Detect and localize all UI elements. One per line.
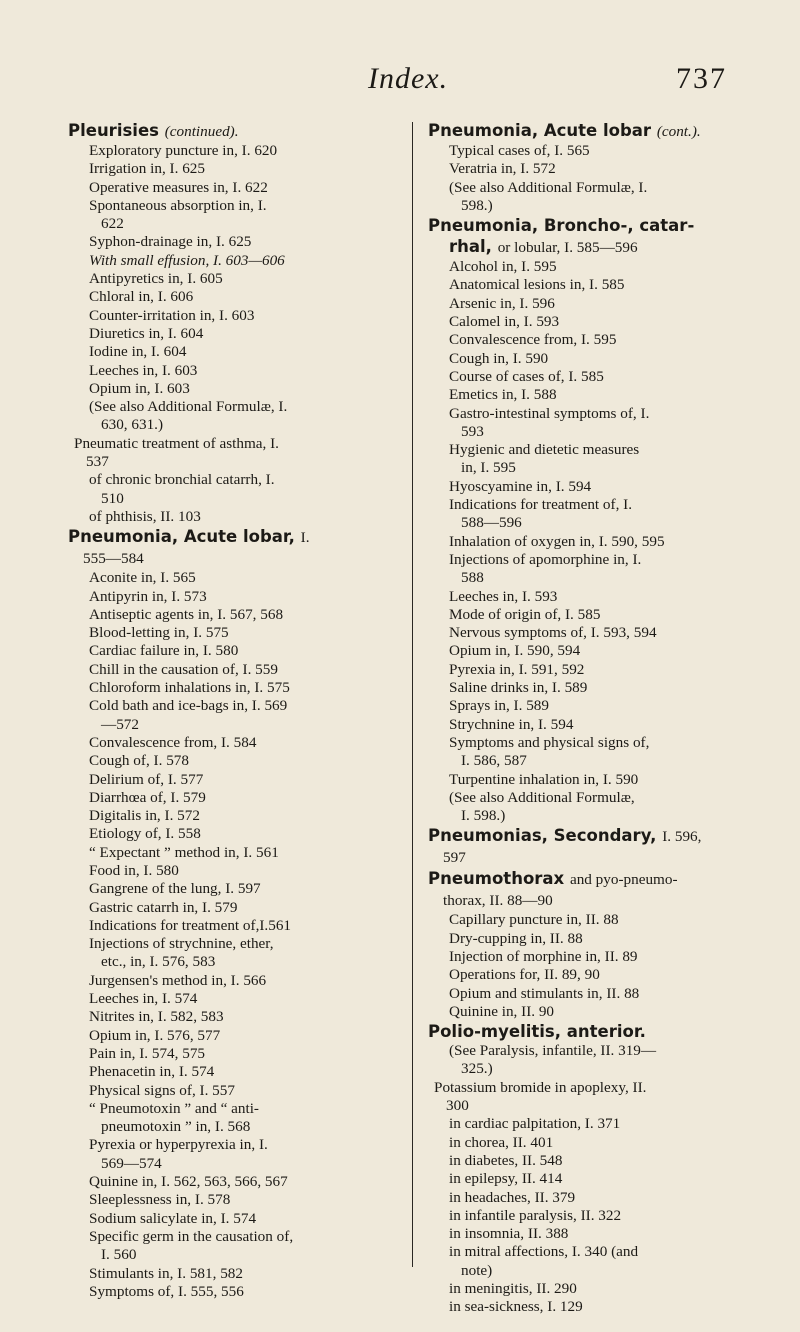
index-column-left bbox=[68, 120, 398, 1301]
index-subentry bbox=[68, 679, 398, 697]
index-subentry bbox=[68, 197, 398, 234]
subentry-text: Syphon-drainage in, I. 625 bbox=[89, 233, 252, 251]
index-subentry bbox=[428, 1134, 754, 1152]
subentry-text: in infantile paralysis, II. 322 bbox=[449, 1206, 622, 1224]
index-subentry bbox=[428, 551, 754, 588]
index-subentry bbox=[68, 917, 398, 935]
subentry-text: in insomnia, II. 388 bbox=[449, 1225, 569, 1243]
subentry-text: Sprays in, I. 589 bbox=[449, 697, 549, 715]
subentry-text: Quinine in, I. 562, 563, 566, 567 bbox=[89, 1173, 288, 1191]
index-subentry bbox=[68, 569, 398, 587]
heading-locator: (cont.). bbox=[656, 123, 701, 140]
subentry-text: in cardiac palpitation, I. 371 bbox=[449, 1115, 621, 1133]
subentry-continued: 630, 631.) bbox=[101, 416, 164, 434]
index-subentry bbox=[428, 331, 754, 349]
index-subentry bbox=[428, 1170, 754, 1188]
index-subentry bbox=[68, 435, 398, 472]
subentry-text: Cold bath and ice-bags in, I. 569 bbox=[89, 697, 288, 715]
subentry-text: Chill in the causation of, I. 559 bbox=[89, 660, 278, 678]
index-subentry bbox=[428, 1243, 754, 1280]
subentry-text: Iodine in, I. 604 bbox=[89, 343, 187, 361]
index-subentry bbox=[68, 270, 398, 288]
subentry-text: Inhalation of oxygen in, I. 590, 595 bbox=[449, 532, 665, 550]
index-subentry bbox=[428, 716, 754, 734]
subentry-text: in diabetes, II. 548 bbox=[449, 1151, 563, 1169]
index-heading bbox=[428, 825, 754, 868]
subentry-text: in chorea, II. 401 bbox=[449, 1133, 554, 1151]
subentry-text: Calomel in, I. 593 bbox=[449, 313, 560, 331]
index-subentry bbox=[428, 966, 754, 984]
subentry-continued: in, I. 595 bbox=[461, 459, 516, 477]
subentry-text: Blood-letting in, I. 575 bbox=[89, 624, 229, 642]
subentry-text: (See also Additional Formulæ, I. bbox=[449, 178, 648, 196]
index-heading bbox=[428, 1021, 754, 1042]
subentry-text: Gastric catarrh in, I. 579 bbox=[89, 898, 238, 916]
index-subentry bbox=[68, 252, 398, 270]
index-subentry bbox=[68, 288, 398, 306]
subentry-text: Cough in, I. 590 bbox=[449, 349, 549, 367]
index-subentry bbox=[428, 771, 754, 789]
subentry-text: Diuretics in, I. 604 bbox=[89, 324, 204, 342]
subentry-text: Opium and stimulants in, II. 88 bbox=[449, 984, 640, 1002]
index-heading bbox=[428, 868, 754, 911]
subentry-text: With small effusion, I. 603—606 bbox=[89, 251, 285, 269]
subentry-text: Alcohol in, I. 595 bbox=[449, 258, 557, 276]
index-heading bbox=[68, 526, 398, 569]
subentry-text: of chronic bronchial catarrh, I. bbox=[89, 471, 275, 489]
index-subentry bbox=[428, 1152, 754, 1170]
index-subentry bbox=[428, 1207, 754, 1225]
subentry-text: Leeches in, I. 574 bbox=[89, 990, 198, 1008]
subentry-text: Specific germ in the causation of, bbox=[89, 1227, 294, 1245]
subentry-continued: 300 bbox=[446, 1097, 469, 1115]
subentry-text: Etiology of, I. 558 bbox=[89, 825, 201, 843]
subentry-text: Emetics in, I. 588 bbox=[449, 386, 557, 404]
index-subentry bbox=[68, 972, 398, 990]
subentry-text: Gastro-intestinal symptoms of, I. bbox=[449, 404, 650, 422]
subentry-text: Pneumatic treatment of asthma, I. bbox=[74, 434, 279, 452]
index-subentry bbox=[68, 1045, 398, 1063]
subentry-text: Anatomical lesions in, I. 585 bbox=[449, 276, 625, 294]
subentry-text: Convalescence from, I. 584 bbox=[89, 733, 257, 751]
subentry-text: Injections of strychnine, ether, bbox=[89, 935, 274, 953]
index-subentry bbox=[68, 661, 398, 679]
subentry-text: Spontaneous absorption in, I. bbox=[89, 196, 267, 214]
heading-term: Polio-myelitis, anterior. bbox=[428, 1022, 646, 1042]
subentry-continued: 537 bbox=[86, 453, 109, 471]
subentry-continued: etc., in, I. 576, 583 bbox=[101, 953, 216, 971]
index-subentry bbox=[428, 160, 754, 178]
index-subentry bbox=[68, 1008, 398, 1026]
subentry-text: Physical signs of, I. 557 bbox=[89, 1081, 235, 1099]
index-heading bbox=[428, 120, 754, 142]
index-subentry bbox=[68, 697, 398, 734]
index-subentry bbox=[68, 1136, 398, 1173]
index-subentry bbox=[428, 661, 754, 679]
subentry-continued: 593 bbox=[461, 422, 484, 440]
subentry-text: Gangrene of the lung, I. 597 bbox=[89, 880, 261, 898]
index-subentry bbox=[428, 985, 754, 1003]
index-subentry bbox=[428, 1298, 754, 1316]
subentry-text: Chloral in, I. 606 bbox=[89, 288, 194, 306]
index-subentry bbox=[68, 825, 398, 843]
index-subentry bbox=[428, 789, 754, 826]
index-subentry bbox=[428, 1225, 754, 1243]
subentry-text: Phenacetin in, I. 574 bbox=[89, 1063, 215, 1081]
index-subentry bbox=[428, 911, 754, 929]
subentry-continued: 325.) bbox=[461, 1060, 493, 1078]
heading-locator: and pyo-pneumo- bbox=[569, 871, 678, 889]
index-subentry bbox=[68, 642, 398, 660]
heading-term-continued: rhal, bbox=[449, 237, 492, 257]
index-heading bbox=[68, 120, 398, 142]
index-subentry bbox=[428, 313, 754, 331]
subentry-text: (See also Additional Formulæ, I. bbox=[89, 398, 288, 416]
subentry-continued: I. 598.) bbox=[461, 807, 506, 825]
heading-locator: I. 596, bbox=[662, 828, 702, 846]
subentry-text: Antipyretics in, I. 605 bbox=[89, 270, 223, 288]
subentry-text: Capillary puncture in, II. 88 bbox=[449, 911, 619, 929]
heading-term: Pneumonias, Secondary, bbox=[428, 826, 657, 846]
index-subentry bbox=[68, 1027, 398, 1045]
subentry-text: (See also Additional Formulæ, bbox=[449, 788, 635, 806]
subentry-text: Cough of, I. 578 bbox=[89, 752, 189, 770]
page-number: 737 bbox=[676, 62, 727, 95]
subentry-text: Opium in, I. 576, 577 bbox=[89, 1026, 221, 1044]
index-subentry bbox=[428, 142, 754, 160]
index-subentry bbox=[428, 1003, 754, 1021]
subentry-text: Sleeplessness in, I. 578 bbox=[89, 1191, 231, 1209]
index-subentry bbox=[428, 697, 754, 715]
heading-locator-continued: thorax, II. 88—90 bbox=[443, 892, 553, 910]
subentry-text: Sodium salicylate in, I. 574 bbox=[89, 1209, 257, 1227]
subentry-text: Leeches in, I. 593 bbox=[449, 587, 558, 605]
index-subentry bbox=[428, 642, 754, 660]
index-subentry bbox=[428, 588, 754, 606]
subentry-text: Turpentine inhalation in, I. 590 bbox=[449, 770, 639, 788]
subentry-text: Pyrexia in, I. 591, 592 bbox=[449, 660, 585, 678]
subentry-text: Irrigation in, I. 625 bbox=[89, 160, 205, 178]
subentry-continued: 510 bbox=[101, 489, 124, 507]
heading-locator: (continued). bbox=[164, 123, 239, 140]
heading-term: Pleurisies bbox=[68, 121, 159, 140]
column-divider bbox=[412, 122, 413, 1267]
index-subentry bbox=[68, 862, 398, 880]
subentry-text: Strychnine in, I. 594 bbox=[449, 715, 574, 733]
heading-term: Pneumonia, Broncho-, catar- bbox=[428, 216, 695, 236]
subentry-text: Course of cases of, I. 585 bbox=[449, 367, 604, 385]
index-subentry bbox=[68, 935, 398, 972]
heading-locator: I. bbox=[300, 529, 310, 547]
index-column-right bbox=[428, 120, 754, 1317]
index-subentry bbox=[428, 1280, 754, 1298]
subentry-text: Indications for treatment of, I. bbox=[449, 496, 633, 514]
running-title: Index. bbox=[368, 62, 449, 95]
subentry-continued: 598.) bbox=[461, 196, 493, 214]
heading-locator-continued: 597 bbox=[443, 849, 466, 867]
subentry-text: Stimulants in, I. 581, 582 bbox=[89, 1264, 243, 1282]
subentry-text: Veratria in, I. 572 bbox=[449, 160, 556, 178]
subentry-text: Mode of origin of, I. 585 bbox=[449, 605, 601, 623]
index-subentry bbox=[428, 1042, 754, 1079]
subentry-text: Saline drinks in, I. 589 bbox=[449, 679, 588, 697]
subentry-text: Hygienic and dietetic measures bbox=[449, 441, 640, 459]
subentry-continued: 569—574 bbox=[101, 1154, 162, 1172]
subentry-text: in sea-sickness, I. 129 bbox=[449, 1298, 583, 1316]
subentry-continued: 588—596 bbox=[461, 514, 522, 532]
subentry-text: Nitrites in, I. 582, 583 bbox=[89, 1008, 224, 1026]
subentry-continued: —572 bbox=[101, 715, 139, 733]
subentry-text: Opium in, I. 590, 594 bbox=[449, 642, 581, 660]
subentry-continued: I. 586, 587 bbox=[461, 752, 527, 770]
index-subentry bbox=[428, 679, 754, 697]
subentry-text: Diarrhœa of, I. 579 bbox=[89, 788, 206, 806]
index-subentry bbox=[428, 624, 754, 642]
subentry-text: Injections of apomorphine in, I. bbox=[449, 550, 642, 568]
index-subentry bbox=[68, 624, 398, 642]
index-subentry bbox=[68, 471, 398, 508]
subentry-text: Dry-cupping in, II. 88 bbox=[449, 929, 583, 947]
subentry-text: Injection of morphine in, II. 89 bbox=[449, 947, 638, 965]
index-subentry bbox=[428, 606, 754, 624]
index-subentry bbox=[428, 258, 754, 276]
index-subentry bbox=[68, 179, 398, 197]
subentry-text: Antiseptic agents in, I. 567, 568 bbox=[89, 605, 284, 623]
subentry-text: Typical cases of, I. 565 bbox=[449, 142, 590, 159]
index-subentry bbox=[428, 1079, 754, 1116]
index-subentry bbox=[428, 179, 754, 216]
index-subentry bbox=[68, 1210, 398, 1228]
index-subentry bbox=[428, 1115, 754, 1133]
index-heading bbox=[428, 215, 754, 258]
subentry-text: Indications for treatment of,I.561 bbox=[89, 916, 292, 934]
index-subentry bbox=[68, 142, 398, 160]
index-subentry bbox=[68, 1265, 398, 1283]
index-subentry bbox=[68, 362, 398, 380]
subentry-continued: pneumotoxin ” in, I. 568 bbox=[101, 1118, 251, 1136]
index-subentry bbox=[68, 1173, 398, 1191]
index-subentry bbox=[428, 496, 754, 533]
subentry-text: Symptoms of, I. 555, 556 bbox=[89, 1282, 244, 1300]
index-subentry bbox=[68, 380, 398, 398]
subentry-text: in mitral affections, I. 340 (and bbox=[449, 1243, 639, 1261]
index-subentry bbox=[428, 533, 754, 551]
index-subentry bbox=[428, 295, 754, 313]
subentry-text: (See Paralysis, infantile, II. 319— bbox=[449, 1042, 657, 1060]
subentry-text: Symptoms and physical signs of, bbox=[449, 733, 650, 751]
subentry-text: Jurgensen's method in, I. 566 bbox=[89, 971, 267, 989]
subentry-text: “ Expectant ” method in, I. 561 bbox=[89, 843, 279, 861]
subentry-text: Hyoscyamine in, I. 594 bbox=[449, 477, 592, 495]
subentry-text: Delirium of, I. 577 bbox=[89, 770, 204, 788]
index-subentry bbox=[68, 508, 398, 526]
index-subentry bbox=[68, 160, 398, 178]
index-subentry bbox=[68, 307, 398, 325]
subentry-text: “ Pneumotoxin ” and “ anti- bbox=[89, 1099, 259, 1117]
subentry-text: Opium in, I. 603 bbox=[89, 379, 190, 397]
index-subentry bbox=[68, 1100, 398, 1137]
index-subentry bbox=[68, 807, 398, 825]
index-subentry bbox=[68, 233, 398, 251]
page-header bbox=[0, 62, 800, 102]
index-subentry bbox=[428, 1189, 754, 1207]
heading-term: Pneumothorax bbox=[428, 869, 565, 889]
subentry-text: Aconite in, I. 565 bbox=[89, 569, 196, 587]
index-subentry bbox=[68, 844, 398, 862]
heading-locator-continued: 555—584 bbox=[83, 550, 144, 568]
index-subentry bbox=[428, 930, 754, 948]
index-subentry bbox=[68, 325, 398, 343]
subentry-text: Exploratory puncture in, I. 620 bbox=[89, 142, 278, 159]
subentry-continued: 588 bbox=[461, 569, 484, 587]
index-subentry bbox=[68, 771, 398, 789]
subentry-text: Counter-irritation in, I. 603 bbox=[89, 306, 255, 324]
index-subentry bbox=[68, 899, 398, 917]
index-subentry bbox=[68, 990, 398, 1008]
subentry-text: Digitalis in, I. 572 bbox=[89, 807, 200, 825]
subentry-text: Chloroform inhalations in, I. 575 bbox=[89, 679, 290, 697]
subentry-text: in meningitis, II. 290 bbox=[449, 1280, 577, 1298]
subentry-text: Food in, I. 580 bbox=[89, 861, 179, 879]
index-subentry bbox=[428, 368, 754, 386]
index-subentry bbox=[68, 880, 398, 898]
index-subentry bbox=[68, 343, 398, 361]
index-subentry bbox=[428, 350, 754, 368]
subentry-text: Quinine in, II. 90 bbox=[449, 1002, 555, 1020]
index-subentry bbox=[428, 276, 754, 294]
subentry-text: Operative measures in, I. 622 bbox=[89, 178, 268, 196]
index-subentry bbox=[428, 948, 754, 966]
subentry-text: Arsenic in, I. 596 bbox=[449, 294, 555, 312]
index-subentry bbox=[68, 606, 398, 624]
subentry-text: in epilepsy, II. 414 bbox=[449, 1170, 563, 1188]
index-subentry bbox=[68, 588, 398, 606]
subentry-text: Antipyrin in, I. 573 bbox=[89, 587, 207, 605]
subentry-text: Pyrexia or hyperpyrexia in, I. bbox=[89, 1136, 268, 1154]
subentry-text: in headaches, II. 379 bbox=[449, 1188, 576, 1206]
index-subentry bbox=[68, 789, 398, 807]
subentry-text: Convalescence from, I. 595 bbox=[449, 331, 617, 349]
subentry-text: Potassium bromide in apoplexy, II. bbox=[434, 1078, 647, 1096]
index-subentry bbox=[428, 405, 754, 442]
subentry-text: of phthisis, II. 103 bbox=[89, 507, 201, 525]
heading-term: Pneumonia, Acute lobar bbox=[428, 121, 652, 140]
subentry-text: Pain in, I. 574, 575 bbox=[89, 1044, 206, 1062]
heading-term: Pneumonia, Acute lobar, bbox=[68, 527, 295, 547]
index-subentry bbox=[68, 1082, 398, 1100]
subentry-continued: I. 560 bbox=[101, 1246, 137, 1264]
index-subentry bbox=[68, 1063, 398, 1081]
index-subentry bbox=[428, 478, 754, 496]
index-subentry bbox=[68, 752, 398, 770]
index-subentry bbox=[68, 398, 398, 435]
subentry-text: Operations for, II. 89, 90 bbox=[449, 966, 600, 984]
index-subentry bbox=[68, 734, 398, 752]
heading-locator: or lobular, I. 585—596 bbox=[497, 239, 638, 257]
subentry-continued: 622 bbox=[101, 215, 124, 233]
index-subentry bbox=[68, 1283, 398, 1301]
index-subentry bbox=[68, 1191, 398, 1209]
subentry-text: Nervous symptoms of, I. 593, 594 bbox=[449, 624, 657, 642]
index-subentry bbox=[428, 386, 754, 404]
index-subentry bbox=[428, 441, 754, 478]
subentry-text: Cardiac failure in, I. 580 bbox=[89, 642, 239, 660]
index-subentry bbox=[428, 734, 754, 771]
subentry-text: Leeches in, I. 603 bbox=[89, 361, 198, 379]
index-subentry bbox=[68, 1228, 398, 1265]
subentry-continued: note) bbox=[461, 1261, 493, 1279]
